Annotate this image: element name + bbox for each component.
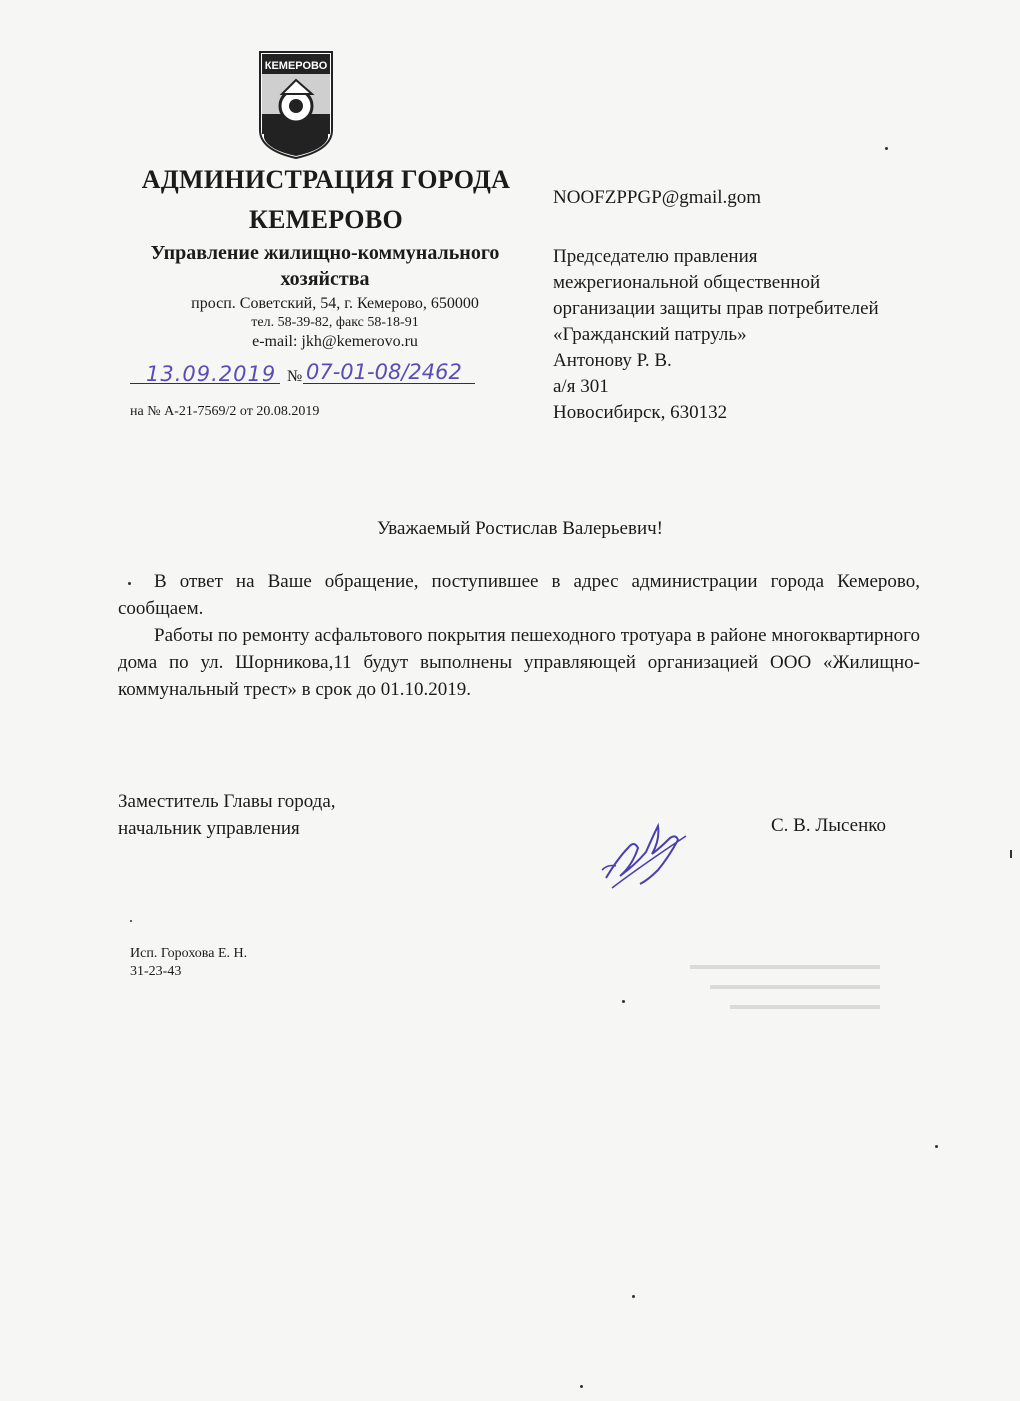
scan-speck: [1010, 850, 1012, 858]
scan-speck: [622, 1000, 625, 1003]
scan-speck: [885, 147, 888, 150]
recipient-address-block: Председателю правления межрегиональной общественной организации защиты прав потребителей «Гражданский патруль» Антонову Р. В. а/я 301 Новосибирск, 630132: [553, 246, 879, 423]
city-crest-icon: [258, 50, 334, 160]
registration-date: 13.09.2019: [146, 362, 277, 386]
number-label: №: [287, 368, 303, 385]
scan-speck: [632, 1295, 635, 1298]
crest-lettering: КЕМЕРОВО: [264, 60, 328, 72]
handwritten-signature-icon: [598, 818, 693, 893]
signatory-name: С. В. Лысенко: [771, 815, 887, 836]
scan-speck: [935, 1145, 938, 1148]
executor-info: Исп. Горохова Е. Н. 31-23-43: [130, 946, 248, 979]
salutation: Уважаемый Ростислав Валерьевич!: [376, 518, 663, 539]
letter-body: [118, 568, 920, 703]
scan-speck: [580, 1385, 583, 1388]
scan-speck: [128, 582, 131, 585]
letterhead-email: e-mail: jkh@kemerovo.ru: [252, 333, 418, 350]
scan-speck: [130, 920, 132, 922]
address: просп. Советский, 54, г. Кемерово, 650000: [191, 295, 479, 312]
bleed-through-stamp: [690, 960, 880, 1040]
phones: тел. 58-39-82, факс 58-18-91: [251, 315, 419, 330]
recipient-email: NOOFZPPGP@gmail.gom: [553, 187, 762, 208]
department-name: Управление жилищно-коммунального хозяйства: [150, 242, 500, 290]
paragraph: В ответ на Ваше обращение, поступившее в адрес администрации города Кемерово, сообщаем.: [118, 571, 920, 619]
organization-title: АДМИНИСТРАЦИЯ ГОРОДА КЕМЕРОВО: [141, 165, 511, 234]
letterhead-contacts: [120, 294, 550, 351]
signatory-position: Заместитель Главы города, начальник управления: [118, 791, 336, 839]
registration-number: 07-01-08/2462: [306, 360, 462, 384]
reference-number: на № А-21-7569/2 от 20.08.2019: [130, 404, 320, 419]
paragraph: Работы по ремонту асфальтового покрытия пешеходного тротуара в районе многоквартирного дома по ул. Шорникова,11 будут выполнены управляющей организацией ООО «Жилищно-коммунальный трест» в срок до 01.10.2019.: [118, 625, 920, 700]
